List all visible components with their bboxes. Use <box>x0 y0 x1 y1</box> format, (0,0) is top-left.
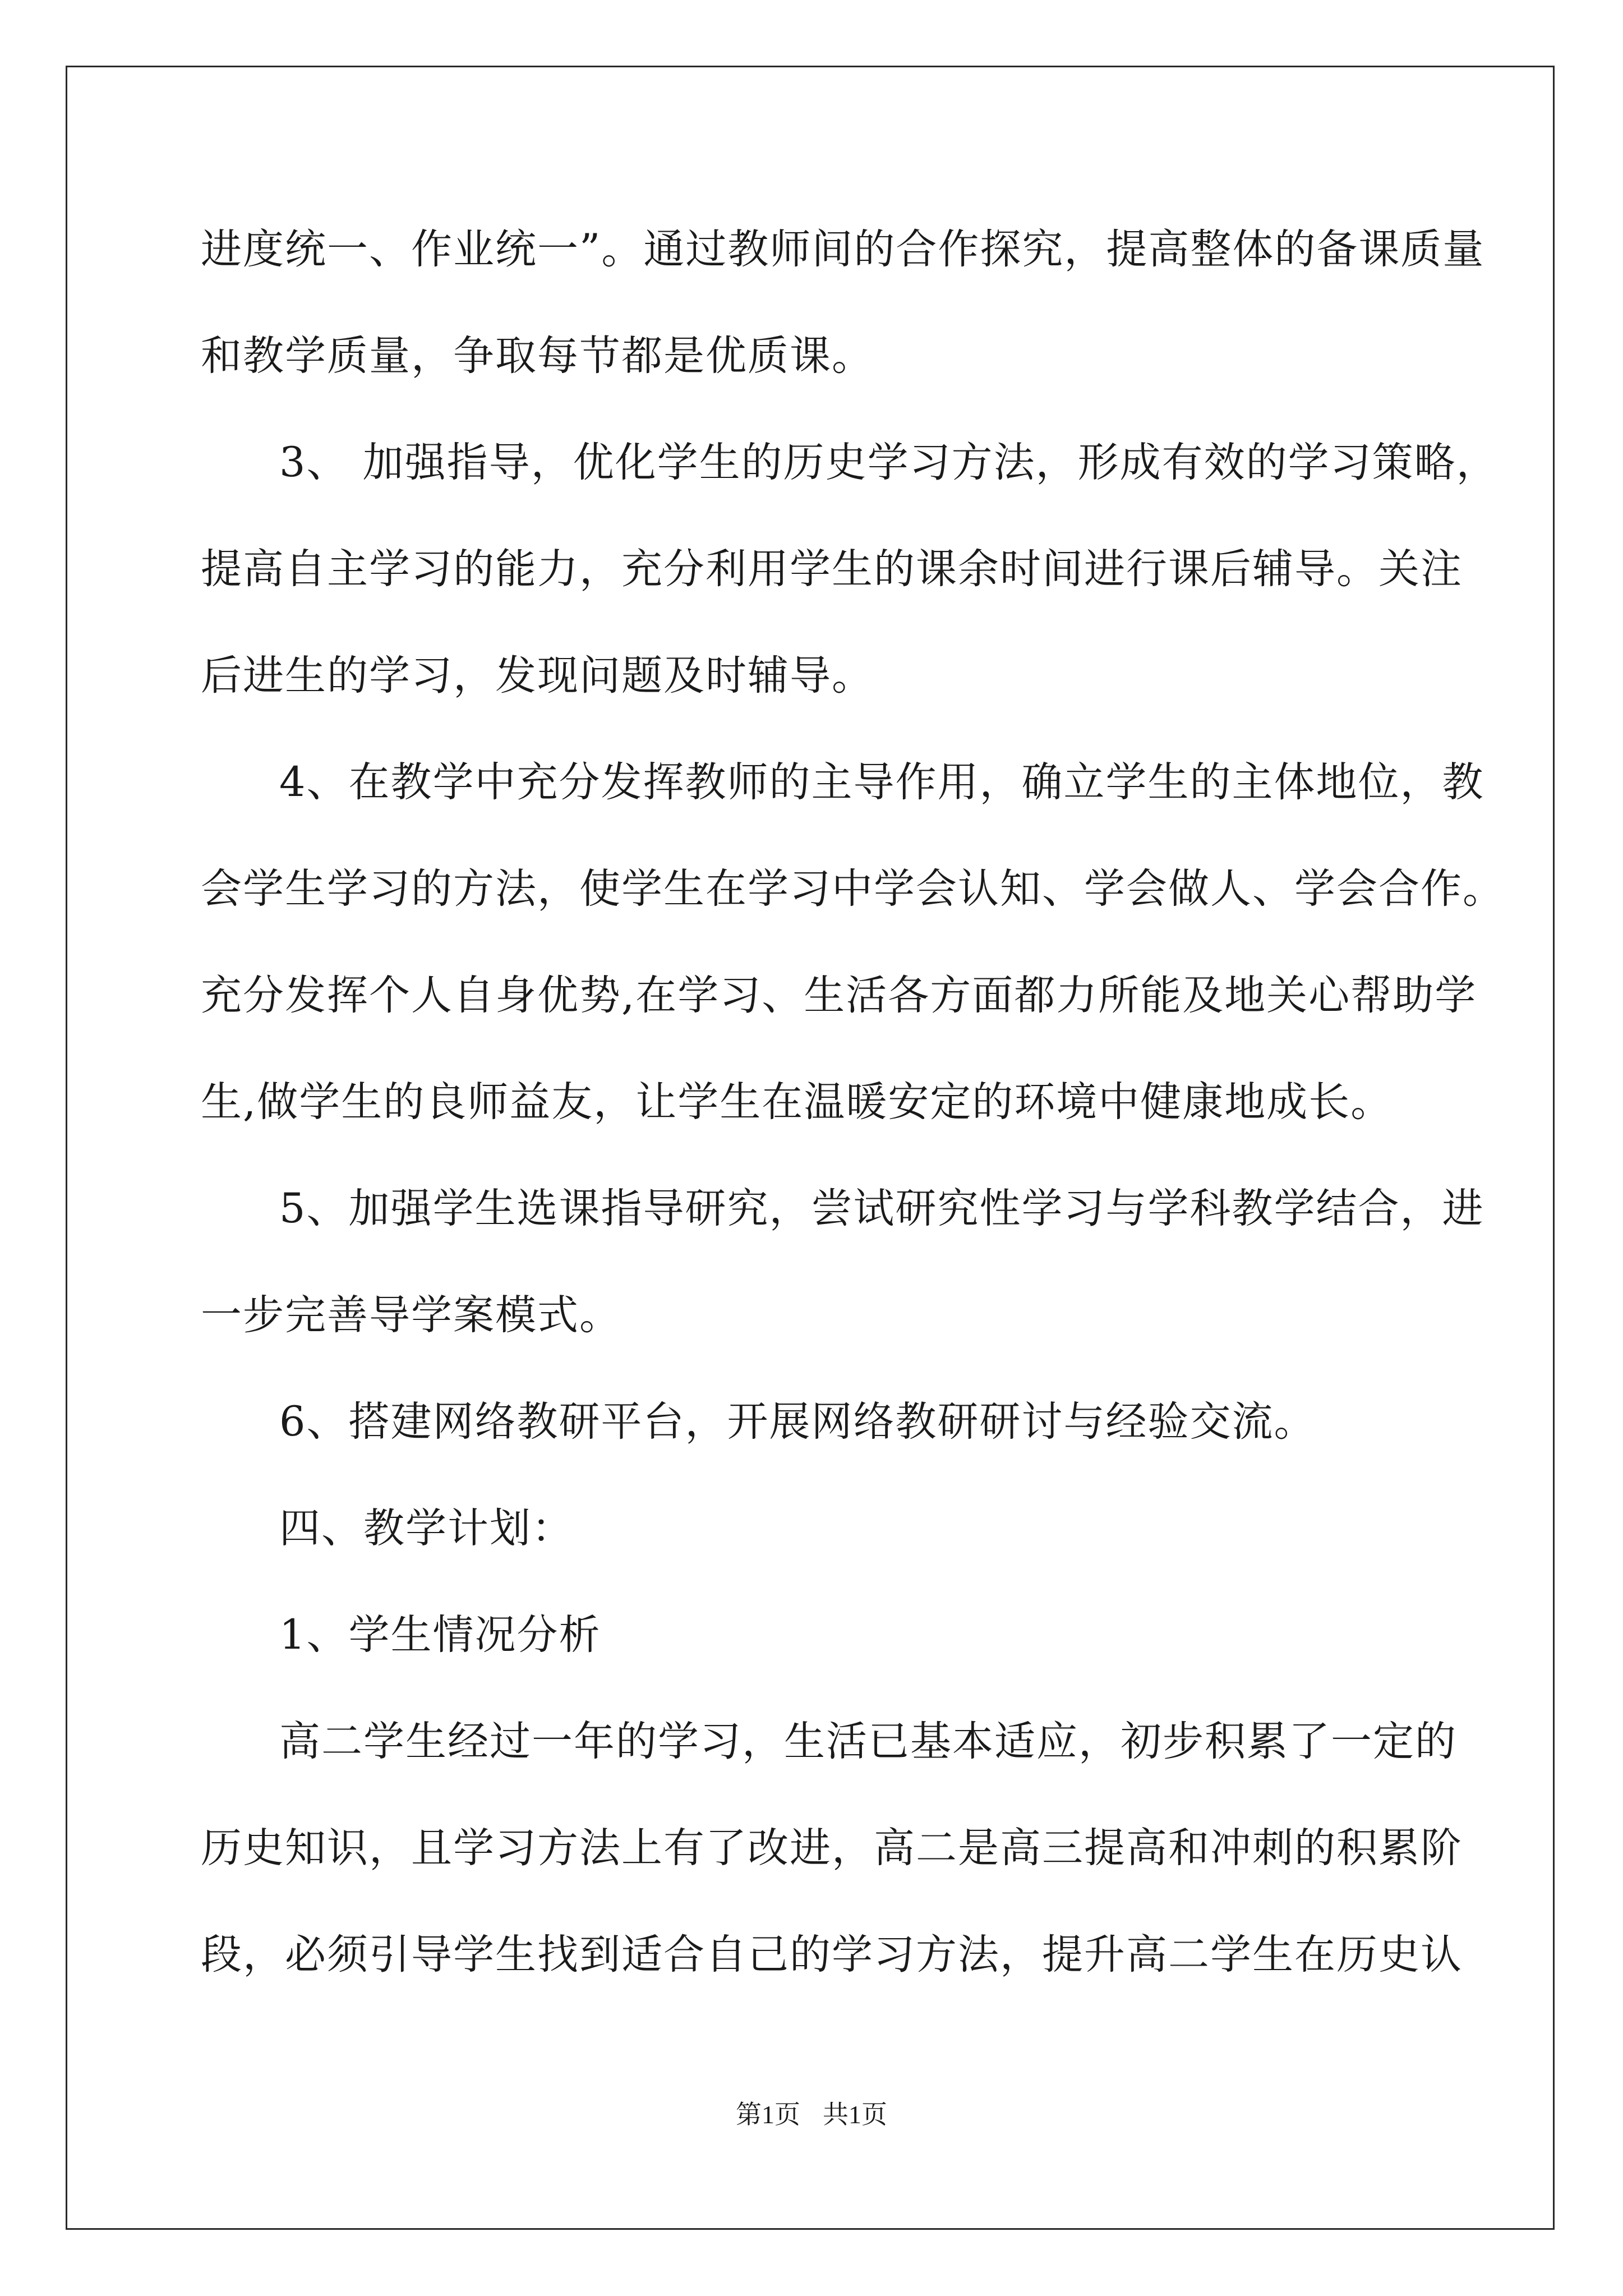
text-line-9: 生,做学生的良师益友，让学生在温暖安定的环境中健康地成长。 <box>201 1078 1393 1126</box>
text-line-8: 充分发挥个人自身优势,在学习、生活各方面都力所能及地关心帮助学 <box>201 972 1477 1019</box>
text-line-5: 后进生的学习，发现问题及时辅导。 <box>201 652 874 700</box>
subsection-heading: 1、学生情况分析 <box>279 1611 601 1659</box>
text-line-11: 一步完善导学案模式。 <box>201 1291 621 1339</box>
page-number: 第1页 <box>736 2100 800 2129</box>
text-line-10: 5、加强学生选课指导研究，尝试研究性学习与学科教学结合，进 <box>279 1185 1484 1232</box>
text-line-4: 提高自主学习的能力，充分利用学生的课余时间进行课后辅导。关注 <box>201 545 1463 593</box>
text-line-7: 会学生学习的方法，使学生在学习中学会认知、学会做人、学会合作。 <box>201 865 1505 913</box>
page-total: 共1页 <box>823 2100 887 2129</box>
text-line-12: 6、搭建网络教研平台，开展网络教研研讨与经验交流。 <box>279 1398 1316 1446</box>
text-line-3: 3、 加强指导，优化学生的历史学习方法，形成有效的学习策略， <box>279 439 1498 486</box>
text-line-6: 4、在教学中充分发挥教师的主导作用，确立学生的主体地位，教 <box>279 758 1484 806</box>
section-heading: 四、教学计划： <box>279 1504 574 1552</box>
text-line-2: 和教学质量，争取每节都是优质课。 <box>201 332 874 380</box>
text-line-17: 段，必须引导学生找到适合自己的学习方法，提升高二学生在历史认 <box>201 1931 1463 1978</box>
document-body <box>201 208 1505 2019</box>
page-footer <box>0 2098 1623 2132</box>
text-line-15: 高二学生经过一年的学习，生活已基本适应，初步积累了一定的 <box>279 1718 1457 1765</box>
text-line-1: 进度统一、作业统一”。通过教师间的合作探究，提高整体的备课质量 <box>201 226 1485 273</box>
text-line-16: 历史知识，且学习方法上有了改进，高二是高三提高和冲刺的积累阶 <box>201 1824 1463 1872</box>
